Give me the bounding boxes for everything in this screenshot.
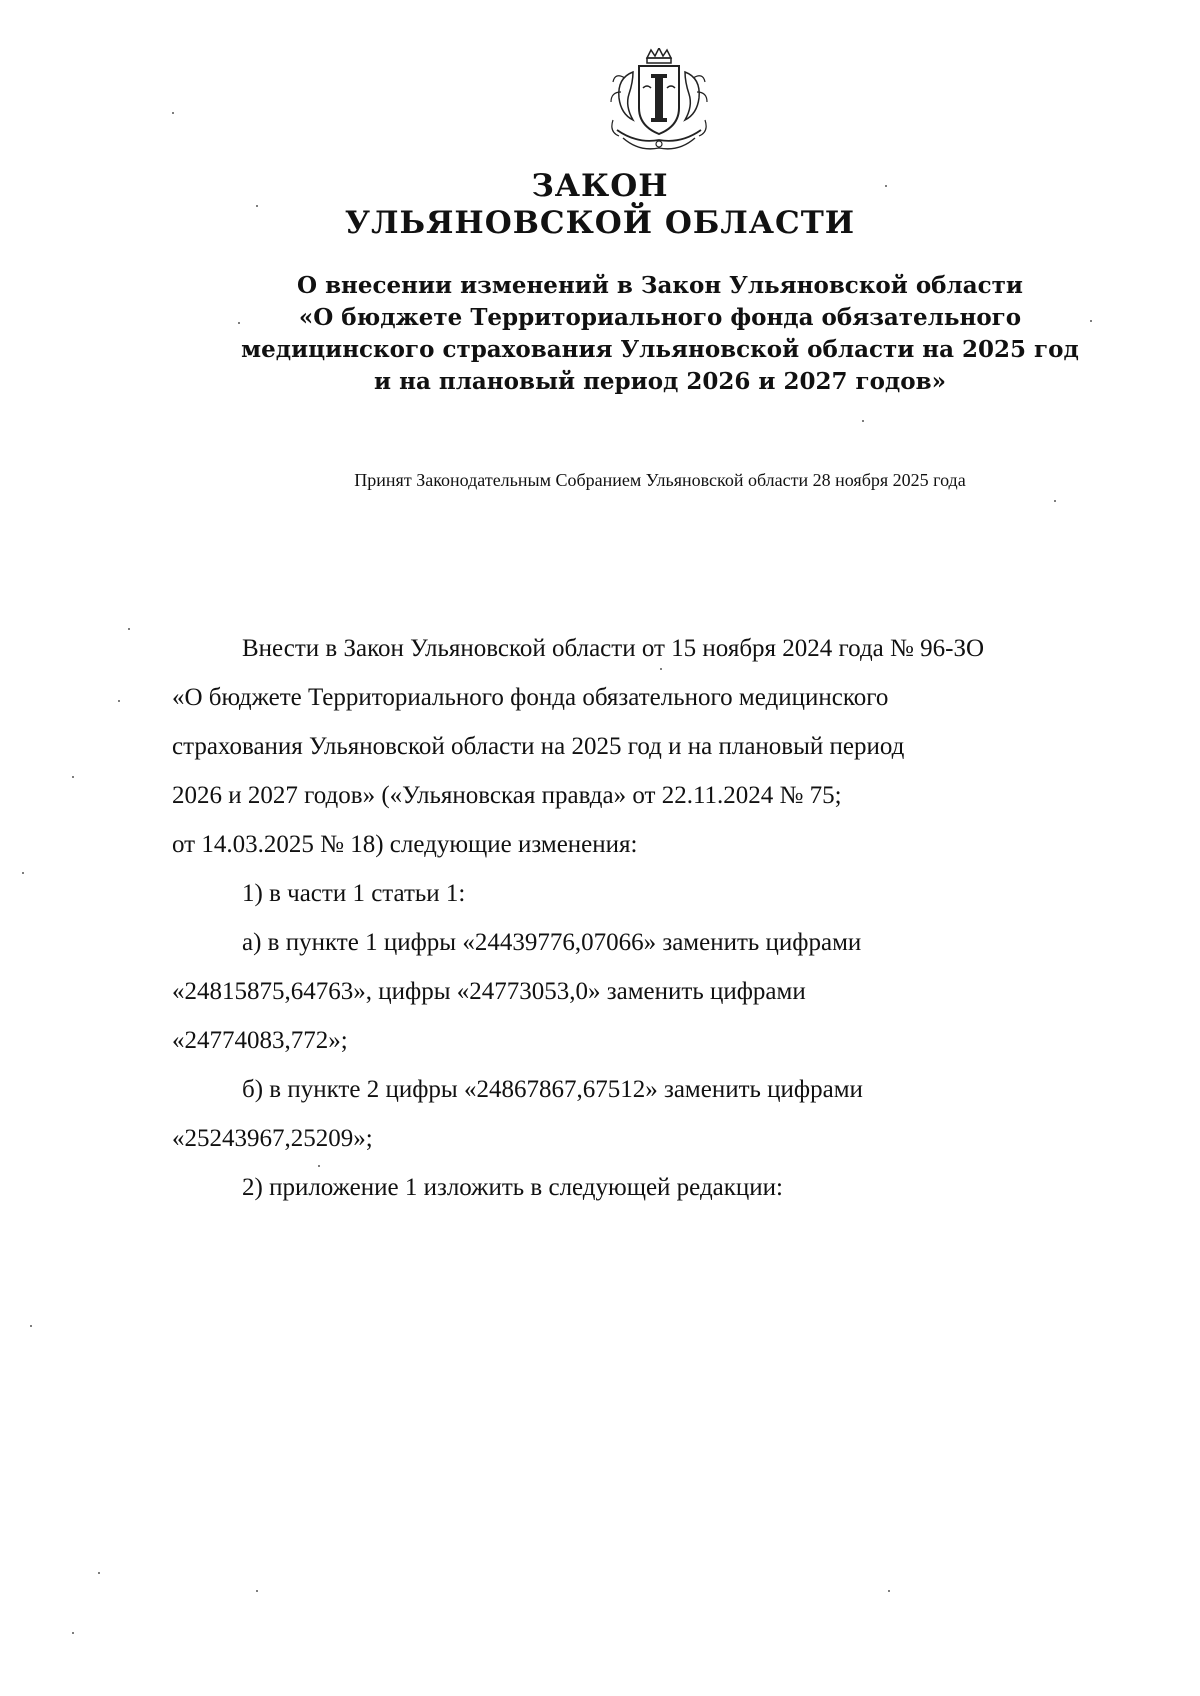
scan-speck: [128, 628, 130, 630]
scan-speck: [885, 185, 887, 187]
scan-speck: [888, 1590, 890, 1592]
scan-speck: [660, 668, 662, 670]
coat-of-arms-icon: [603, 48, 715, 156]
subtitle-line: «О бюджете Территориального фонда обязательного: [298, 304, 1022, 331]
scan-speck: [98, 1572, 100, 1574]
body-line: 2) приложение 1 изложить в следующей редакции:: [242, 1174, 783, 1201]
law-region: УЛЬЯНОВСКОЙ ОБЛАСТИ: [344, 205, 856, 241]
body-line: от 14.03.2025 № 18) следующие изменения:: [172, 831, 638, 858]
body-line: а) в пункте 1 цифры «24439776,07066» заменить цифрами: [242, 929, 862, 956]
scan-speck: [1090, 320, 1092, 322]
scan-speck: [172, 112, 174, 114]
scan-speck: [72, 1632, 74, 1634]
scan-speck: [256, 205, 258, 207]
subtitle-line: и на плановый период 2026 и 2027 годов»: [374, 368, 946, 395]
scan-speck: [72, 776, 74, 778]
subtitle-line: медицинского страхования Ульяновской области на 2025 год: [241, 336, 1079, 363]
law-subtitle: [200, 270, 1120, 398]
law-body: [172, 624, 1154, 1212]
subtitle-line: О внесении изменений в Закон Ульяновской области: [297, 272, 1023, 299]
body-line: «24774083,772»;: [172, 1027, 348, 1054]
scan-speck: [862, 420, 864, 422]
scan-speck: [256, 1590, 258, 1592]
law-title: ЗАКОН: [531, 168, 669, 204]
scan-speck: [22, 872, 24, 874]
scan-speck: [118, 700, 120, 702]
scan-speck: [238, 322, 240, 324]
body-line: «24815875,64763», цифры «24773053,0» заменить цифрами: [172, 978, 806, 1005]
body-line: страхования Ульяновской области на 2025 год и на плановый период: [172, 733, 905, 760]
body-line: 2026 и 2027 годов» («Ульяновская правда» от 22.11.2024 № 75;: [172, 782, 842, 809]
scan-speck: [1054, 500, 1056, 502]
scan-speck: [318, 1165, 320, 1167]
body-line: 1) в части 1 статьи 1:: [242, 880, 466, 907]
body-line: «25243967,25209»;: [172, 1125, 373, 1152]
body-line: «О бюджете Территориального фонда обязательного медицинского: [172, 684, 889, 711]
scan-speck: [30, 1325, 32, 1327]
body-line: Внести в Закон Ульяновской области от 15 ноября 2024 года № 96-ЗО: [242, 635, 985, 662]
adoption-note: Принят Законодательным Собранием Ульяновской области 28 ноября 2025 года: [354, 470, 966, 490]
body-line: б) в пункте 2 цифры «24867867,67512» заменить цифрами: [242, 1076, 863, 1103]
